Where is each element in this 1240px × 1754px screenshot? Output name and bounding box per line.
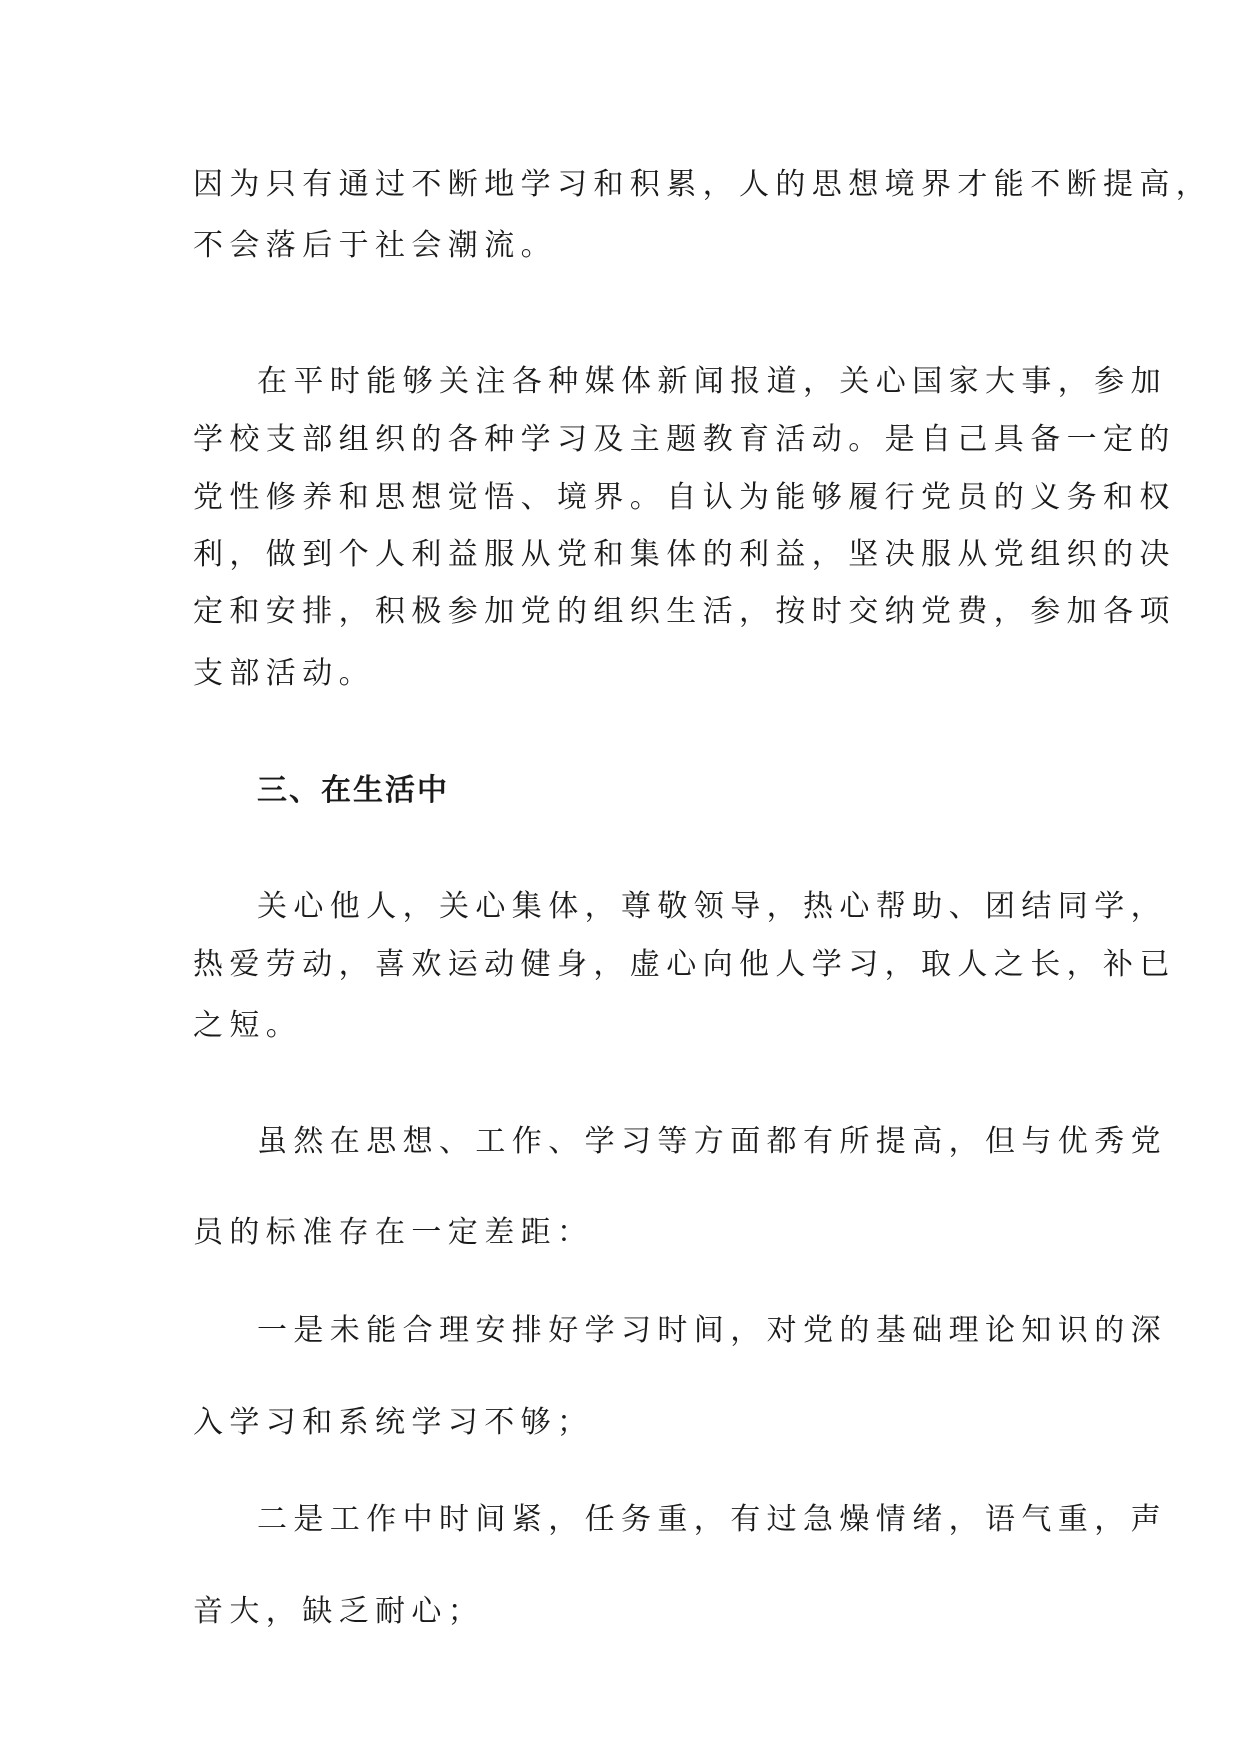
paragraph-line: 利，做到个人利益服从党和集体的利益，坚决服从党组织的决 [193, 537, 1176, 572]
paragraph-line: 虽然在思想、工作、学习等方面都有所提高，但与优秀党 [257, 1124, 1167, 1159]
paragraph-line: 关心他人，关心集体，尊敬领导，热心帮助、团结同学， [257, 889, 1167, 924]
paragraph-line: 入学习和系统学习不够； [193, 1405, 594, 1440]
paragraph-line: 员的标准存在一定差距： [193, 1215, 594, 1250]
paragraph-line: 因为只有通过不断地学习和积累，人的思想境界才能不断提高， [193, 167, 1213, 202]
paragraph-line: 音大，缺乏耐心； [193, 1594, 485, 1629]
section-heading: 三、在生活中 [257, 773, 449, 808]
paragraph-line: 二是工作中时间紧，任务重，有过急燥情绪，语气重，声 [257, 1502, 1167, 1537]
paragraph-line: 在平时能够关注各种媒体新闻报道，关心国家大事，参加 [257, 364, 1167, 399]
paragraph-line: 定和安排，积极参加党的组织生活，按时交纳党费，参加各项 [193, 594, 1176, 629]
paragraph-line: 支部活动。 [193, 656, 375, 691]
paragraph-line: 不会落后于社会潮流。 [193, 228, 557, 263]
paragraph-line: 党性修养和思想觉悟、境界。自认为能够履行党员的义务和权 [193, 480, 1176, 515]
paragraph-line: 学校支部组织的各种学习及主题教育活动。是自己具备一定的 [193, 422, 1176, 457]
paragraph-line: 之短。 [193, 1008, 303, 1043]
paragraph-line: 热爱劳动，喜欢运动健身，虚心向他人学习，取人之长，补已 [193, 947, 1176, 982]
paragraph-line: 一是未能合理安排好学习时间，对党的基础理论知识的深 [257, 1313, 1167, 1348]
